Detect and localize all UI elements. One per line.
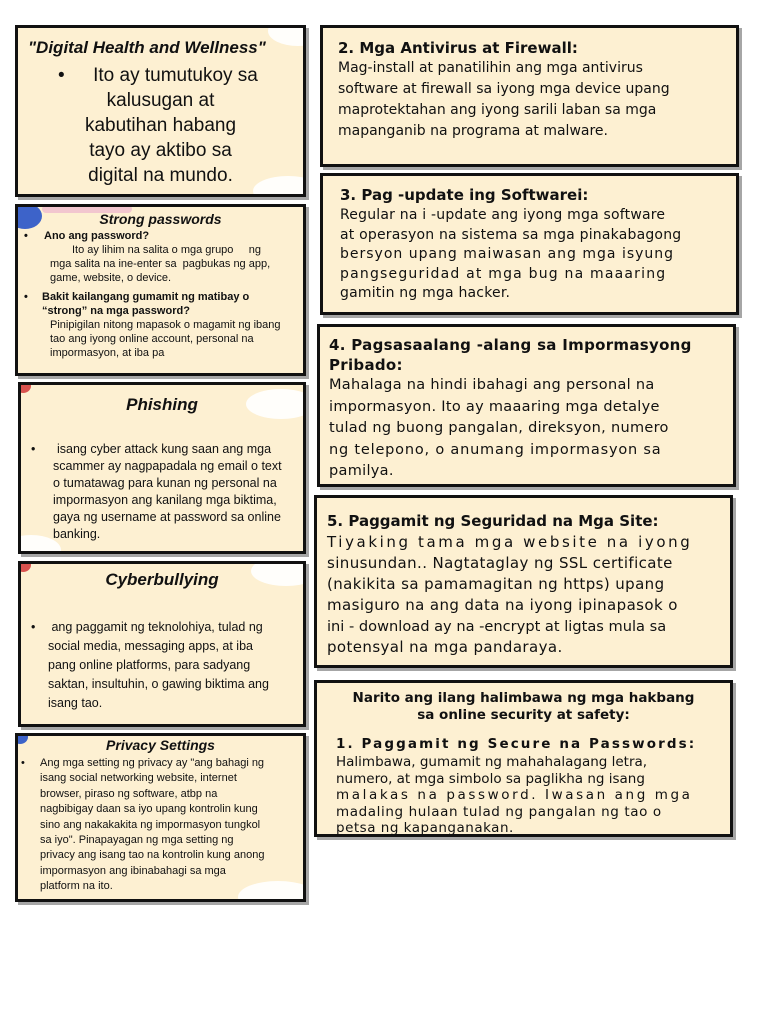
card-strong-passwords: [15, 204, 306, 376]
card-title-line: 4. Pagsasaalang -alang sa Impormasyong: [329, 336, 692, 354]
card-cyberbullying: [18, 561, 306, 727]
answer-line: mga salita na ine-enter sa pagbukas ng app,: [50, 258, 271, 270]
question-line: Bakit kailangang gumamit ng matibay o: [42, 291, 250, 303]
text-line: ang paggamit ng teknolohiya, tulad ng: [48, 620, 263, 634]
text-line: o tumatawag para kunan ng personal na: [53, 476, 277, 490]
text-line: impormasyon. Ito ay maaaring mga detalye: [329, 398, 660, 415]
text-line: saktan, insultuhin, o gawing biktima ang: [48, 677, 269, 691]
card-title: Privacy Settings: [106, 737, 215, 753]
answer-line: Ito ay lihim na salita o mga grupo ng: [72, 244, 261, 256]
text-line: isang tao.: [48, 696, 103, 710]
card-title: 5. Paggamit ng Seguridad na Mga Site:: [327, 512, 659, 530]
text-line: platform na ito.: [40, 880, 113, 893]
text-line: sinusundan.. Nagtataglay ng SSL certificate: [327, 554, 673, 572]
text-line: masiguro na ang data na iyong ipinapasok o: [327, 596, 678, 614]
card-title: 2. Mga Antivirus at Firewall:: [338, 39, 578, 57]
text-line: tayo ay aktibo sa: [89, 140, 232, 161]
text-line: (nakikita sa pamamagitan ng https) upang: [327, 575, 665, 593]
text-line: Mag-install at panatilihin ang mga antivirus: [338, 60, 643, 76]
card-title: Strong passwords: [99, 211, 222, 227]
text-line: isang cyber attack kung saan ang mga: [57, 442, 272, 456]
text-line: Halimbawa, gumamit ng mahahalagang letra,: [336, 754, 648, 770]
card-title: "Digital Health and Wellness": [28, 38, 266, 57]
question: Ano ang password?: [44, 230, 150, 242]
text-line: kabutihan habang: [84, 115, 237, 136]
text-line: maprotektahan ang iyong sarili laban sa mga: [338, 102, 657, 118]
text-line: software at firewall sa iyong mga device upang: [338, 81, 670, 97]
bullet: •: [31, 442, 36, 456]
text-line: pang online platforms, para sadyang: [48, 658, 251, 672]
text-line: scammer ay nagpapadala ng email o text: [53, 459, 282, 473]
text-line: social media, messaging apps, at iba: [48, 639, 253, 653]
text-line: petsa ng kapanganakan.: [336, 820, 514, 836]
card-digital-health: [15, 25, 306, 197]
answer-line: impormasyon, at iba pa: [50, 347, 165, 359]
text-line: gamitin ng mga hacker.: [340, 285, 511, 301]
text-line: nagbibigay daan sa iyo upang kontrolin kung: [40, 803, 258, 816]
text-line: malakas na password. Iwasan ang mga: [336, 787, 693, 803]
text-line: Regular na i -update ang iyong mga software: [340, 207, 666, 223]
text-line: tulad ng buong pangalan, direksyon, numero: [329, 420, 669, 436]
card-secure-site: [314, 495, 733, 668]
text-line: sino ang nakakakita ng impormasyon tungkol: [40, 818, 261, 831]
text-line: browser, piraso ng software, atbp na: [40, 787, 218, 800]
text-line: impormasyon ang kanilang mga biktima,: [53, 493, 277, 507]
card-title: 3. Pag -update ing Softwarei:: [340, 186, 589, 204]
bullet: •: [31, 620, 36, 634]
text-line: pamilya.: [329, 463, 394, 479]
text-line: Ang mga setting ng privacy ay "ang bahagi ng: [40, 757, 265, 769]
text-line: ng telepono, o anumang impormasyon sa: [329, 441, 662, 458]
text-line: potensyal na mga pandaraya.: [327, 638, 563, 656]
card-subtitle: 1. Paggamit ng Secure na Passwords:: [336, 736, 697, 752]
text-line: digital na mundo.: [88, 165, 233, 186]
card-title-line: Pribado:: [329, 356, 403, 374]
card-phishing: [18, 382, 306, 554]
text-line: Ito ay tumutukoy sa: [93, 65, 258, 86]
card-title-line: Narito ang ilang halimbawa ng mga hakbang: [352, 690, 695, 706]
bullet: •: [24, 291, 28, 303]
card-privacy-settings: [15, 733, 306, 902]
card-antivirus: [320, 25, 739, 167]
bullet: •: [58, 65, 65, 86]
bullet: •: [24, 230, 28, 242]
answer-line: game, website, o device.: [50, 272, 172, 284]
text-line: ini - download ay na -encrypt at ligtas mula sa: [327, 618, 667, 635]
text-line: gaya ng username at password sa online: [53, 510, 281, 524]
card-title: Phishing: [126, 395, 198, 414]
answer-line: Pinipigilan nitong mapasok o magamit ng ibang: [50, 319, 281, 331]
text-line: numero, at mga simbolo sa paglikha ng isang: [336, 770, 645, 787]
text-line: at operasyon na sistema sa mga pinakabagong: [340, 226, 682, 243]
text-line: isang social networking website, internet: [40, 772, 237, 785]
card-privacy-info: [317, 324, 736, 487]
bullet: •: [21, 757, 25, 769]
text-line: sa iyo". Pinapayagan ng mga setting ng: [40, 834, 234, 847]
text-line: pangseguridad at mga bug na maaaring: [340, 265, 667, 282]
text-line: Mahalaga na hindi ibahagi ang personal na: [329, 377, 655, 393]
card-title-line: sa online security at safety:: [417, 707, 630, 723]
text-line: banking.: [53, 527, 101, 541]
text-line: kalusugan at: [106, 90, 215, 111]
text-line: bersyon upang maiwasan ang mga isyung: [340, 246, 675, 262]
text-line: Tiyaking tama mga website na iyong: [327, 533, 693, 551]
text-line: madaling hulaan tulad ng pangalan ng tao o: [336, 803, 662, 820]
card-update: [320, 173, 739, 315]
card-title: Cyberbullying: [105, 570, 219, 589]
answer-line: tao ang iyong online account, personal na: [50, 333, 254, 345]
text-line: mapanganib na programa at malware.: [338, 123, 608, 139]
text-line: impormasyon ang ibinabahagi sa mga: [40, 864, 226, 877]
card-examples: [314, 680, 733, 837]
question-line: “strong” na mga password?: [42, 305, 190, 317]
text-line: privacy ang isang tao na kontrolin kung anong: [40, 849, 265, 862]
